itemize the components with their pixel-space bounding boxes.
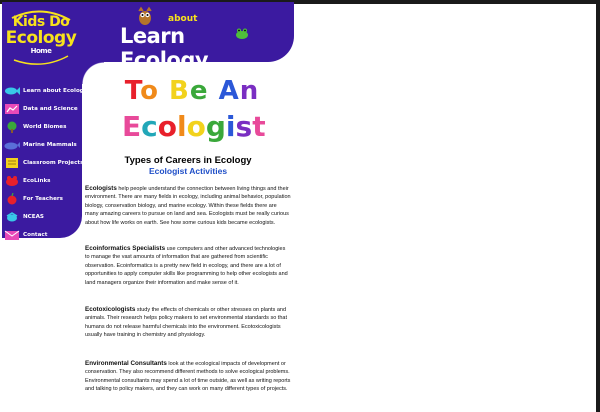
sidebar-item-label: Contact xyxy=(23,232,48,238)
fish-icon xyxy=(4,85,20,97)
career-text: look at the ecological impacts of development or conservation. They also recommend different methods to solve ecological problems. Environmental consultants may spend a lot of time outside, as well as writing reports and talking to policy makers, and they can work on many different types of projects. xyxy=(85,361,291,393)
career-text: help people understand the connection between living things and their environment. There are many fields in ecology, including animal behavior, population biology, conservation biology, and marine ecology. Within these fields there are many amazing careers to pursue on land and sea. Ecologists must be really curious about how life works on earth. See how some curious kids became ecologists. xyxy=(85,186,291,226)
tree-icon xyxy=(4,121,20,133)
career-paragraph-ecotoxicologists xyxy=(85,306,291,340)
career-term: Environmental Consultants xyxy=(85,360,167,367)
career-term: Ecoinformatics Specialists xyxy=(85,245,166,252)
career-term: Ecotoxicologists xyxy=(85,306,136,313)
page-subtitle-link[interactable]: Ecologist Activities xyxy=(148,166,228,176)
hero-line-to-be-an: To Be An xyxy=(124,76,260,106)
sidebar-item-nceas[interactable] xyxy=(4,208,82,226)
sidebar-item-learn-about-ecology[interactable] xyxy=(4,82,88,100)
sidebar-item-world-biomes[interactable] xyxy=(4,118,82,136)
sidebar-item-label: Data and Science xyxy=(23,106,78,112)
sidebar-item-data-and-science[interactable] xyxy=(4,100,82,118)
mail-icon xyxy=(4,229,20,241)
sidebar-item-label: EcoLinks xyxy=(23,178,51,184)
career-paragraph-ecologists xyxy=(85,185,291,227)
sidebar-item-label: For Teachers xyxy=(23,196,63,202)
hero-heading xyxy=(122,76,266,146)
header-about-text: about xyxy=(168,14,198,24)
sidebar-item-label: Learn about Ecology xyxy=(23,88,88,94)
whale-icon xyxy=(4,139,20,151)
logo-line-ecology: Ecology xyxy=(5,28,77,48)
sidebar-item-ecolinks[interactable] xyxy=(4,172,82,190)
logo-line-home: Home xyxy=(30,47,52,55)
sidebar-item-contact[interactable] xyxy=(4,226,82,244)
career-term: Ecologists xyxy=(85,185,117,192)
apple-icon xyxy=(4,193,20,205)
window-frame-right xyxy=(596,0,600,412)
kids-do-ecology-home-link[interactable] xyxy=(4,6,78,70)
career-text: study the effects of chemicals or other stresses on plants and animals. Their research helps policy makers to set environmental standards so that humans do not release harmful chemicals into the environment. Ecotoxicologists usually have training in chemistry and physiology. xyxy=(85,307,287,339)
sidebar-item-marine-mammals[interactable] xyxy=(4,136,82,154)
sidebar-item-classroom-projects[interactable] xyxy=(4,154,82,172)
notebook-icon xyxy=(4,157,20,169)
frog-icon xyxy=(4,175,20,187)
bird-icon xyxy=(4,211,20,223)
hero-line-ecologist: Ecologist xyxy=(122,110,266,143)
sidebar-item-for-teachers[interactable] xyxy=(4,190,82,208)
logo-line-kids: Kids Do xyxy=(12,14,70,30)
career-paragraph-environmental-consultants xyxy=(85,360,291,394)
chart-icon xyxy=(4,103,20,115)
header-title-text: Learn Ecology xyxy=(120,24,209,72)
career-paragraph-ecoinformatics xyxy=(85,245,291,287)
sidebar-item-label: World Biomes xyxy=(23,124,67,130)
banner-corner xyxy=(82,62,104,84)
sidebar-item-label: NCEAS xyxy=(23,214,44,220)
career-text: use computers and other advanced technologies to manage the vast amounts of information that are gathered from scientific observation. Ecoinformatics is a pretty new field in ecology, and there are a lot of opportunities to apply computer skills like programming to help other ecologists and land managers organize their information and make sense of it. xyxy=(85,246,288,286)
owl-icon xyxy=(136,6,154,26)
frog-icon xyxy=(234,26,250,40)
header-logo xyxy=(118,6,258,72)
sidebar-nav xyxy=(4,82,88,244)
sidebar-item-label: Marine Mammals xyxy=(23,142,77,148)
page-title: Types of Careers in Ecology xyxy=(124,155,252,166)
sidebar-item-label: Classroom Projects xyxy=(23,160,84,166)
